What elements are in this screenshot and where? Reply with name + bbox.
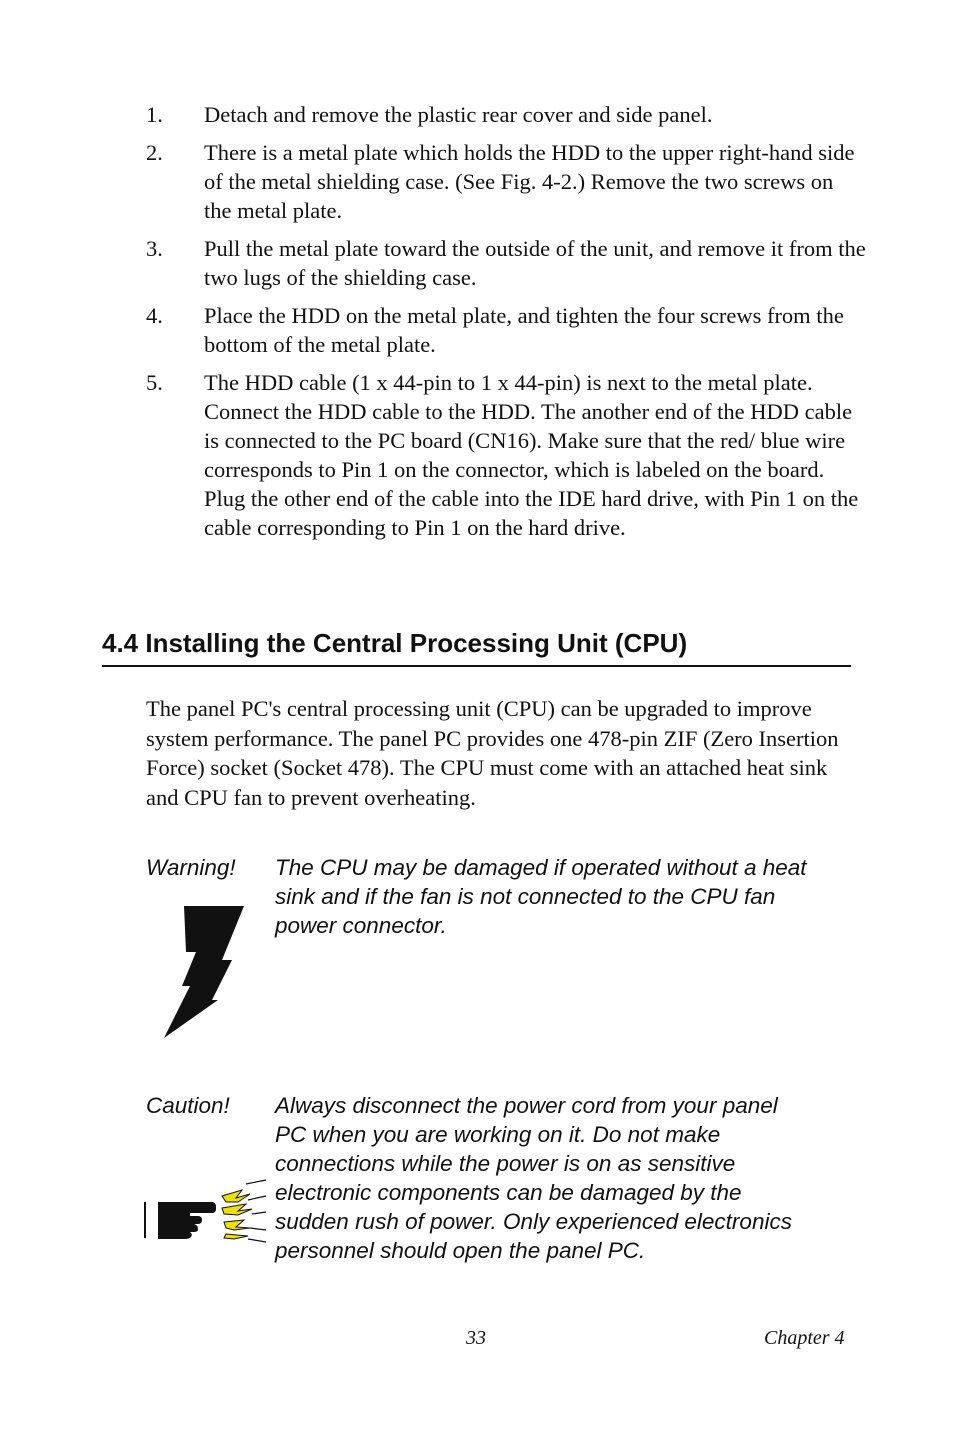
installation-steps bbox=[146, 100, 866, 551]
step-text: The HDD cable (1 x 44-pin to 1 x 44-pin) is next to the metal plate. Connect the HDD cable to the HDD. The another end of the HDD cable is connected to the PC board (CN16). Make sure that the red/ blue wire corresponds to Pin 1 on the connector, which is labeled on the board. Plug the other end of the cable into the IDE hard drive, with Pin 1 on the cable corresponding to Pin 1 on the hard drive. bbox=[204, 370, 859, 540]
step-number: 4. bbox=[146, 303, 163, 328]
step-item bbox=[146, 100, 866, 129]
step-number: 3. bbox=[146, 236, 163, 261]
section-intro-paragraph: The panel PC's central processing unit (CPU) can be upgraded to improve system performance. The panel PC provides one 478-pin ZIF (Zero Insertion Force) socket (Socket 478). The CPU must come with an attached heat sink and CPU fan to prevent overheating. bbox=[146, 696, 839, 810]
chapter-label: Chapter 4 bbox=[764, 1327, 845, 1349]
step-text: Pull the metal plate toward the outside of the unit, and remove it from the two lugs of the shielding case. bbox=[204, 236, 866, 290]
section-heading: 4.4 Installing the Central Processing Unit (CPU) bbox=[102, 626, 851, 667]
caution-text: Always disconnect the power cord from your panel PC when you are working on it. Do not make connections while the power is on as sensitive electronic components can be damaged by the sudden rush of power. Only experienced electronics personnel should open the panel PC. bbox=[275, 1093, 792, 1263]
pointing-hand-icon bbox=[142, 1178, 267, 1243]
step-number: 5. bbox=[146, 370, 163, 395]
step-item bbox=[146, 301, 866, 359]
warning-text: The CPU may be damaged if operated without a heat sink and if the fan is not connected to the CPU fan power connector. bbox=[275, 855, 807, 938]
step-item bbox=[146, 138, 866, 225]
warning-label: Warning! bbox=[146, 855, 236, 880]
step-number: 2. bbox=[146, 140, 163, 165]
step-text: Detach and remove the plastic rear cover and side panel. bbox=[204, 102, 713, 127]
lightning-bolt-icon bbox=[160, 902, 250, 1042]
step-number: 1. bbox=[146, 102, 163, 127]
caution-label: Caution! bbox=[146, 1093, 230, 1118]
step-item bbox=[146, 234, 866, 292]
page-number: 33 bbox=[466, 1327, 486, 1349]
step-item bbox=[146, 368, 866, 542]
step-text: There is a metal plate which holds the HDD to the upper right-hand side of the metal shielding case. (See Fig. 4-2.) Remove the two screws on the metal plate. bbox=[204, 140, 855, 223]
step-text: Place the HDD on the metal plate, and tighten the four screws from the bottom of the metal plate. bbox=[204, 303, 844, 357]
